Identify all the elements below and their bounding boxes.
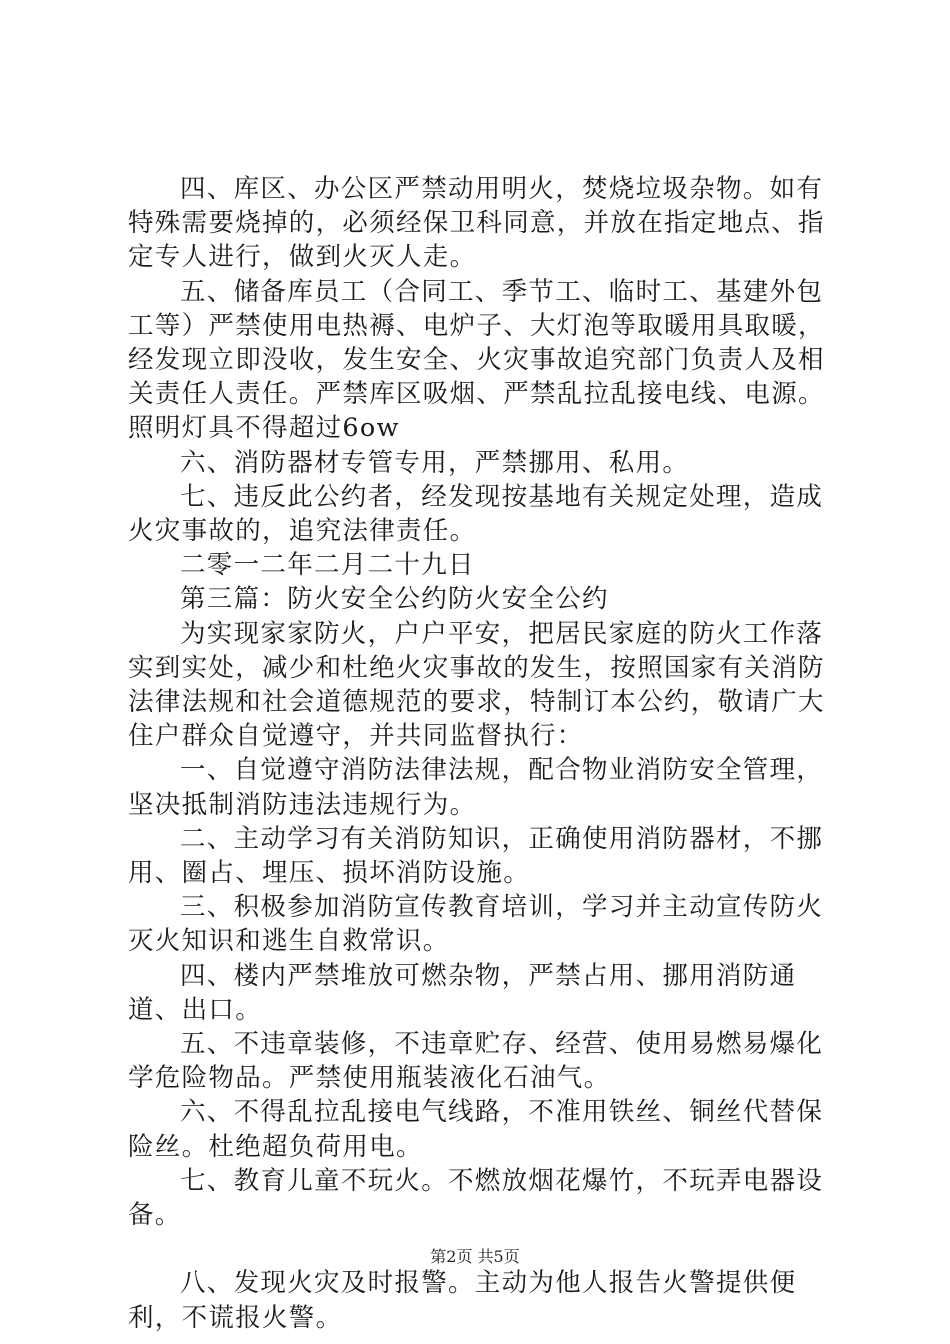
- paragraph: 为实现家家防火，户户平安，把居民家庭的防火工作落实到实处，减少和杜绝火灾事故的发生，按照国家有关消防法律法规和社会道德规范的要求，特制订本公约，敬请广大住户群众自觉遵守，并共同监督执行：: [128, 618, 825, 752]
- paragraph: 六、不得乱拉乱接电气线路，不准用铁丝、铜丝代替保险丝。杜绝超负荷用电。: [128, 1097, 824, 1162]
- section-heading: 第三篇：防火安全公约防火安全公约: [180, 584, 609, 615]
- paragraph: 二、主动学习有关消防知识，正确使用消防器材，不挪用、圈占、埋压、损坏消防设施。: [128, 823, 824, 889]
- date-line: 二零一二年二月二十九日: [180, 550, 475, 581]
- paragraph: 六、消防器材专管专用，严禁挪用、私用。: [180, 447, 690, 478]
- document-body: [128, 172, 840, 1335]
- paragraph: 三、积极参加消防宣传教育培训，学习并主动宣传防火灭火知识和逃生自救常识。: [128, 892, 824, 957]
- paragraph: 五、储备库员工（合同工、季节工、临时工、基建外包工等）严禁使用电热褥、电炉子、大灯泡等取暖用具取暖，经发现立即没收，发生安全、火灾事故追究部门负责人及相关责任人责任。严禁库区吸烟、严禁乱拉乱接电线、电源。照明灯具不得超过6ow: [128, 276, 825, 444]
- paragraph: 七、教育儿童不玩火。不燃放烟花爆竹，不玩弄电器设备。: [128, 1165, 824, 1231]
- paragraph: 七、违反此公约者，经发现按基地有关规定处理，造成火灾事故的，追究法律责任。: [128, 481, 824, 547]
- paragraph: 一、自觉遵守消防法律法规，配合物业消防安全管理，坚决抵制消防违法违规行为。: [128, 755, 824, 820]
- paragraph: 八、发现火灾及时报警。主动为他人报告火警提供便利，不谎报火警。: [128, 1268, 797, 1333]
- paragraph: 四、库区、办公区严禁动用明火，焚烧垃圾杂物。如有特殊需要烧掉的，必须经保卫科同意，并放在指定地点、指定专人进行，做到火灭人走。: [128, 174, 825, 273]
- paragraph: 四、楼内严禁堆放可燃杂物，严禁占用、挪用消防通道、出口。: [128, 960, 797, 1025]
- paragraph: 五、不违章装修，不违章贮存、经营、使用易燃易爆化学危险物品。严禁使用瓶装液化石油气。: [128, 1029, 824, 1094]
- page-footer: 第2页 共5页: [430, 1247, 520, 1266]
